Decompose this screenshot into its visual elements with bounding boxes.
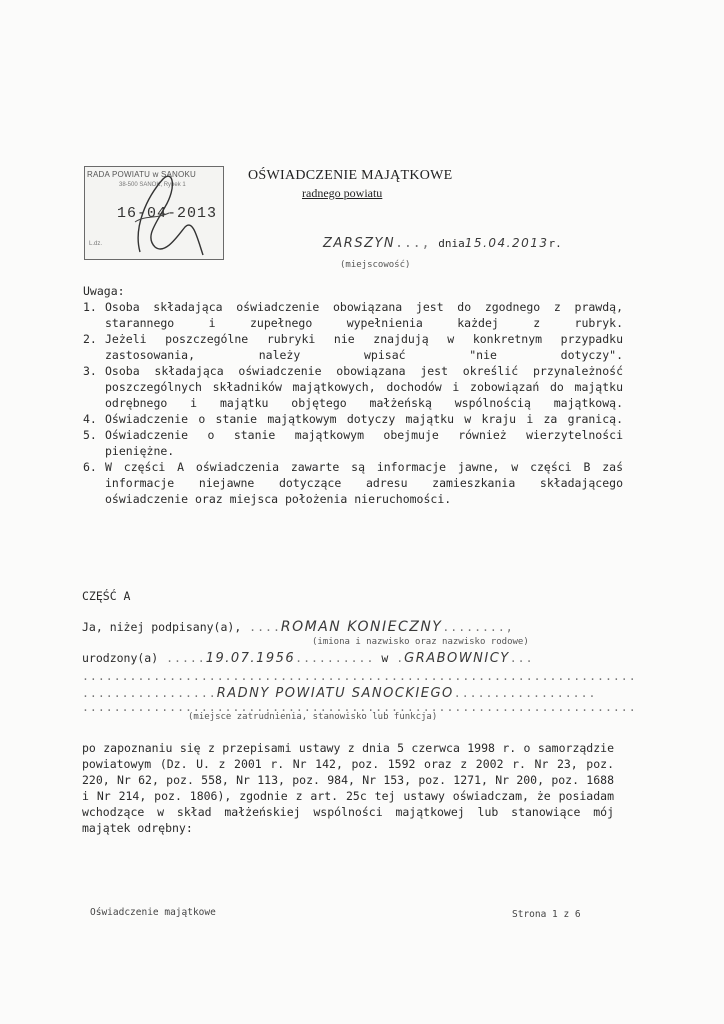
dnia-label: dnia: [438, 237, 465, 250]
signer-name: ROMAN KONIECZNY: [280, 619, 443, 635]
stamp-address: 38-500 SANOK, Rynek 1: [119, 182, 186, 188]
birth-date: 19.07.1956: [205, 651, 296, 666]
stamp-ldz: L.dz.: [89, 241, 103, 247]
born-label: urodzony(a): [82, 651, 159, 665]
note-item: 4. Oświadczenie o stanie majątkowym dotyczy majątku w kraju i za granicą.: [83, 412, 623, 426]
note-item: 5. Oświadczenie o stanie majątkowym obejmuje również wierzytelności pieniężne.: [83, 428, 623, 458]
place-value: ZARSZYN: [323, 236, 396, 251]
dotted-line: ......................................................................: [82, 669, 637, 683]
place-date-line: ZARSZYN..., dnia15.04.2013r.: [323, 236, 562, 251]
instructions: [83, 283, 623, 507]
note-item: 1. Osoba składająca oświadczenie obowiązana jest do zgodnego z prawdą, starannego i zupełnego wypełnienia każdej z rubryk.: [83, 300, 623, 330]
stamp-date: 16-04-2013: [117, 205, 218, 222]
employer-value: RADNY POWIATU SANOCKIEGO: [216, 686, 454, 701]
dotted-line: ......................................................................: [82, 700, 637, 714]
document-subtitle: radnego powiatu: [302, 186, 383, 200]
employer-caption: (miejsce zatrudnienia, stanowisko lub funkcja): [188, 712, 438, 722]
employer-line: .................RADNY POWIATU SANOCKIEGO..................: [82, 686, 597, 701]
signed-line: Ja, niżej podpisany(a), ....ROMAN KONIECZNY........,: [82, 619, 514, 635]
name-caption: (imiona i nazwisko oraz nazwisko rodowe): [312, 637, 529, 647]
stamp-signature-icon: [85, 167, 223, 259]
page-number: Strona 1 z 6: [512, 909, 581, 920]
part-a-heading: CZĘŚĆ A: [82, 589, 131, 603]
footer-left: Oświadczenie majątkowe: [90, 907, 216, 918]
note-item: 6. W części A oświadczenia zawarte są informacje jawne, w części B zaś informacje niejawne dotyczące adresu zamieszkania składającego oświadczenie oraz miejsca położenia nieruchomości.: [83, 460, 623, 506]
signed-label: Ja, niżej podpisany(a),: [82, 620, 242, 634]
note-item: 3. Osoba składająca oświadczenie obowiązana jest określić przynależność poszczególnych składników majątkowych, dochodów i zobowiązań do majątku odrębnego i majątku objętego małżeńską wspólnością majątkową.: [83, 364, 623, 410]
notes-heading: Uwaga:: [83, 284, 125, 298]
declaration-text: po zapoznaniu się z przepisami ustawy z dnia 5 czerwca 1998 r. o samorządzie powiatowym (Dz. U. z 2001 r. Nr 142, poz. 1592 oraz z 2002 r. Nr 23, poz. 220, Nr 62, poz. 558, Nr 113, poz. 984, Nr 153, poz. 1271, Nr 200, poz. 1688 i Nr 214, poz. 1806), zgodnie z art. 25c tej ustawy oświadczam, że posiadam wchodzące w skład małżeńskiej wspólności majątkowej lub stanowiące mój majątek odrębny:: [82, 741, 614, 835]
document-title: OŚWIADCZENIE MAJĄTKOWE: [248, 168, 453, 183]
born-line: urodzony(a) .....19.07.1956.......... w .GRABOWNICY...: [82, 651, 534, 666]
place-caption: (miejscowość): [340, 260, 411, 270]
registry-stamp: [84, 166, 224, 260]
stamp-office-name: RADA POWIATU w SANOKU: [87, 170, 196, 179]
note-item: 2. Jeżeli poszczególne rubryki nie znajdują w konkretnym przypadku zastosowania, należy wpisać "nie dotyczy".: [83, 332, 623, 362]
birth-place: GRABOWNICY: [404, 651, 510, 666]
date-value: 15.04.2013: [464, 236, 549, 250]
